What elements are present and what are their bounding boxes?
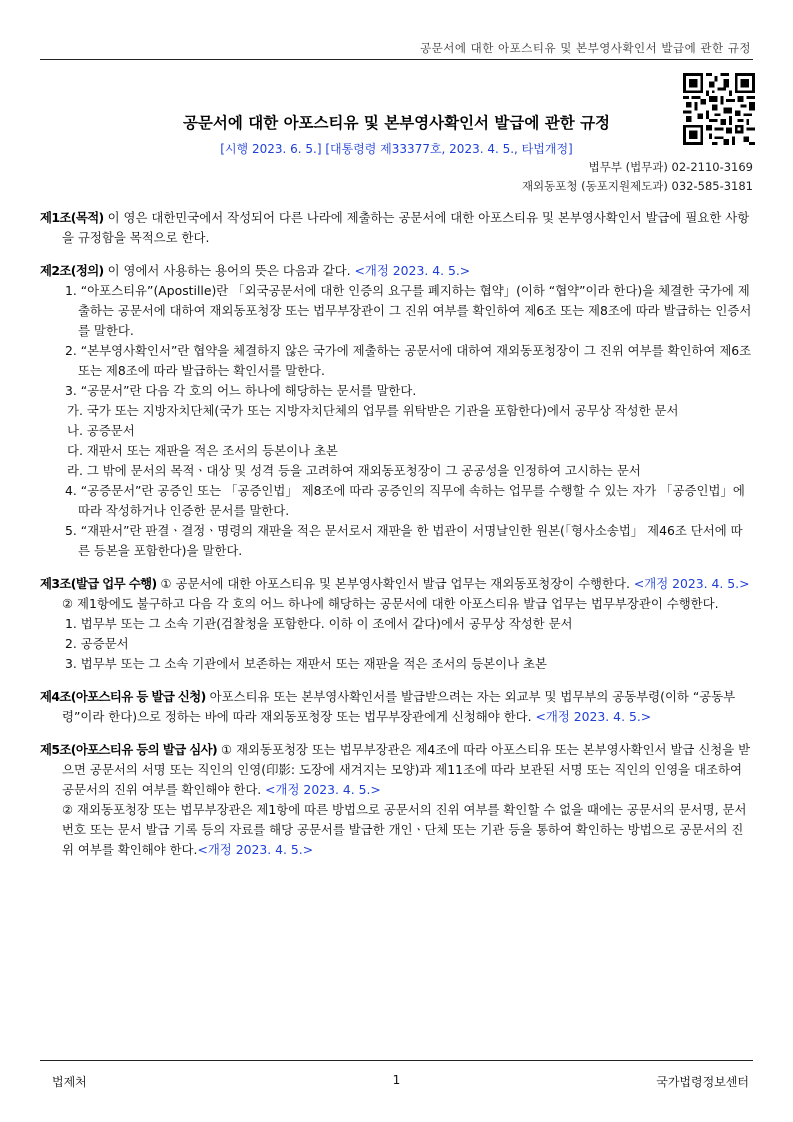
list-item: 3. 법무부 또는 그 소속 기관에서 보존하는 재판서 또는 재판을 적은 조서의 등본이나 초본	[65, 656, 547, 671]
sub-list-item: 라. 그 밖에 문서의 목적ㆍ대상 및 성격 등을 고려하여 재외동포청장이 그 공공성을 인정하여 고시하는 문서	[67, 463, 641, 478]
article-3	[40, 574, 753, 674]
header-divider	[40, 59, 753, 60]
enforcement-info: [시행 2023. 6. 5.] [대통령령 제33377호, 2023. 4. 5., 타법개정]	[220, 142, 573, 156]
article-title: 제1조(목적)	[40, 210, 104, 225]
amendment-note: <개정 2023. 4. 5.>	[535, 709, 652, 724]
sub-list-item: 다. 재판서 또는 재판을 적은 조서의 등본이나 초본	[67, 443, 338, 458]
list-item: 4. “공증문서”란 공증인 또는 「공증인법」 제8조에 따라 공증인의 직무에 속하는 업무를 수행할 수 있는 자가 「공증인법」에 따라 작성하거나 인증한 문서를 말한다.	[65, 483, 745, 518]
article-text: 아포스티유 또는 본부영사확인서를 발급받으려는 자는 외교부 및 법무부의 공동부령(이하 “공동부령”이라 한다)으로 정하는 바에 따라 재외동포청장 또는 법무부장관에게 신청해야 한다.	[62, 689, 736, 724]
amendment-note: <개정 2023. 4. 5.>	[265, 782, 381, 797]
list-item: 5. “재판서”란 판결ㆍ결정ㆍ명령의 재판을 적은 문서로서 재판을 한 법관이 서명날인한 원본(「형사소송법」 제46조 단서에 따른 등본을 포함한다)을 말한다.	[65, 523, 743, 558]
qr-code-icon	[683, 73, 755, 145]
article-title: 제2조(정의)	[40, 263, 104, 278]
article-2	[40, 261, 753, 561]
footer-divider	[40, 1060, 753, 1061]
article-1	[40, 208, 753, 248]
article-title: 제5조(아포스티유 등의 발급 심사)	[40, 742, 218, 757]
article-text: 이 영은 대한민국에서 작성되어 다른 나라에 제출하는 공문서에 대한 아포스티유 및 본부영사확인서 발급에 필요한 사항을 규정함을 목적으로 한다.	[62, 210, 750, 245]
document-body	[40, 208, 753, 873]
article-text: ① 재외동포청장 또는 법무부장관은 제4조에 따라 아포스티유 또는 본부영사확인서 발급 신청을 받으면 공문서의 서명 또는 직인의 인영(印影: 도장에 새겨지는 모양)과 제11조에 따라 보관된 서명 또는 직인의 인영을 대조하여 공문서의 진위 여부를 확인해야 한다.	[62, 742, 751, 797]
article-title: 제3조(발급 업무 수행)	[40, 576, 157, 591]
article-5	[40, 740, 753, 860]
list-item: 2. “본부영사확인서”란 협약을 체결하지 않은 국가에 제출하는 공문서에 대하여 재외동포청장이 그 진위 여부를 확인하여 제6조 또는 제8조에 따라 발급하는 확인서를 말한다.	[65, 343, 752, 378]
footer-publisher: 법제처	[52, 1075, 87, 1089]
contact-ministry-justice: 법무부 (법무과) 02-2110-3169	[588, 160, 753, 174]
paragraph	[40, 800, 753, 860]
sub-list-item: 가. 국가 또는 지방자치단체(국가 또는 지방자치단체의 업무를 위탁받은 기관을 포함한다)에서 공무상 작성한 문서	[67, 403, 679, 418]
paragraph-text: ② 재외동포청장 또는 법무부장관은 제1항에 따른 방법으로 공문서의 진위 여부를 확인할 수 없을 때에는 공문서의 문서명, 문서 번호 또는 문서 발급 기록 등의 자료를 해당 공문서를 발급한 개인ㆍ단체 또는 기관 등을 통하여 확인하는 방법으로 공문서의 진위 여부를 확인해야 한다.	[62, 802, 747, 857]
amendment-note: <개정 2023. 4. 5.>	[197, 842, 314, 857]
page-number: 1	[392, 1073, 401, 1087]
paragraph: ② 제1항에도 불구하고 다음 각 호의 어느 하나에 해당하는 공문서에 대한 아포스티유 발급 업무는 법무부장관이 수행한다.	[62, 596, 719, 611]
list-item: 1. 법무부 또는 그 소속 기관(검찰청을 포함한다. 이하 이 조에서 같다)에서 공무상 작성한 문서	[65, 616, 573, 631]
document-title: 공문서에 대한 아포스티유 및 본부영사확인서 발급에 관한 규정	[182, 114, 611, 132]
article-text: 이 영에서 사용하는 용어의 뜻은 다음과 같다.	[103, 263, 355, 278]
article-4	[40, 687, 753, 727]
sub-list-item: 나. 공증문서	[67, 423, 135, 438]
article-text: ① 공문서에 대한 아포스티유 및 본부영사확인서 발급 업무는 재외동포청장이 수행한다.	[156, 576, 634, 591]
footer-source: 국가법령정보센터	[656, 1075, 749, 1089]
list-item: 3. “공문서”란 다음 각 호의 어느 하나에 해당하는 문서를 말한다.	[65, 383, 417, 398]
article-title: 제4조(아포스티유 등 발급 신청)	[40, 689, 206, 704]
amendment-note: <개정 2023. 4. 5.>	[354, 263, 471, 278]
running-header: 공문서에 대한 아포스티유 및 본부영사확인서 발급에 관한 규정	[420, 41, 751, 55]
amendment-note: <개정 2023. 4. 5.>	[633, 576, 750, 591]
list-item: 2. 공증문서	[65, 636, 129, 651]
list-item: 1. “아포스티유”(Apostille)란 「외국공문서에 대한 인증의 요구를 폐지하는 협약」(이하 “협약”이라 한다)을 체결한 국가에 제출하는 공문서에 대하여 재외동포청장 또는 법무부장관이 그 진위 여부를 확인하여 제6조 또는 제8조에 따라 발급하는 인증서를 말한다.	[65, 283, 752, 338]
contact-overseas-koreans-agency: 재외동포청 (동포지원제도과) 032-585-3181	[521, 179, 753, 193]
